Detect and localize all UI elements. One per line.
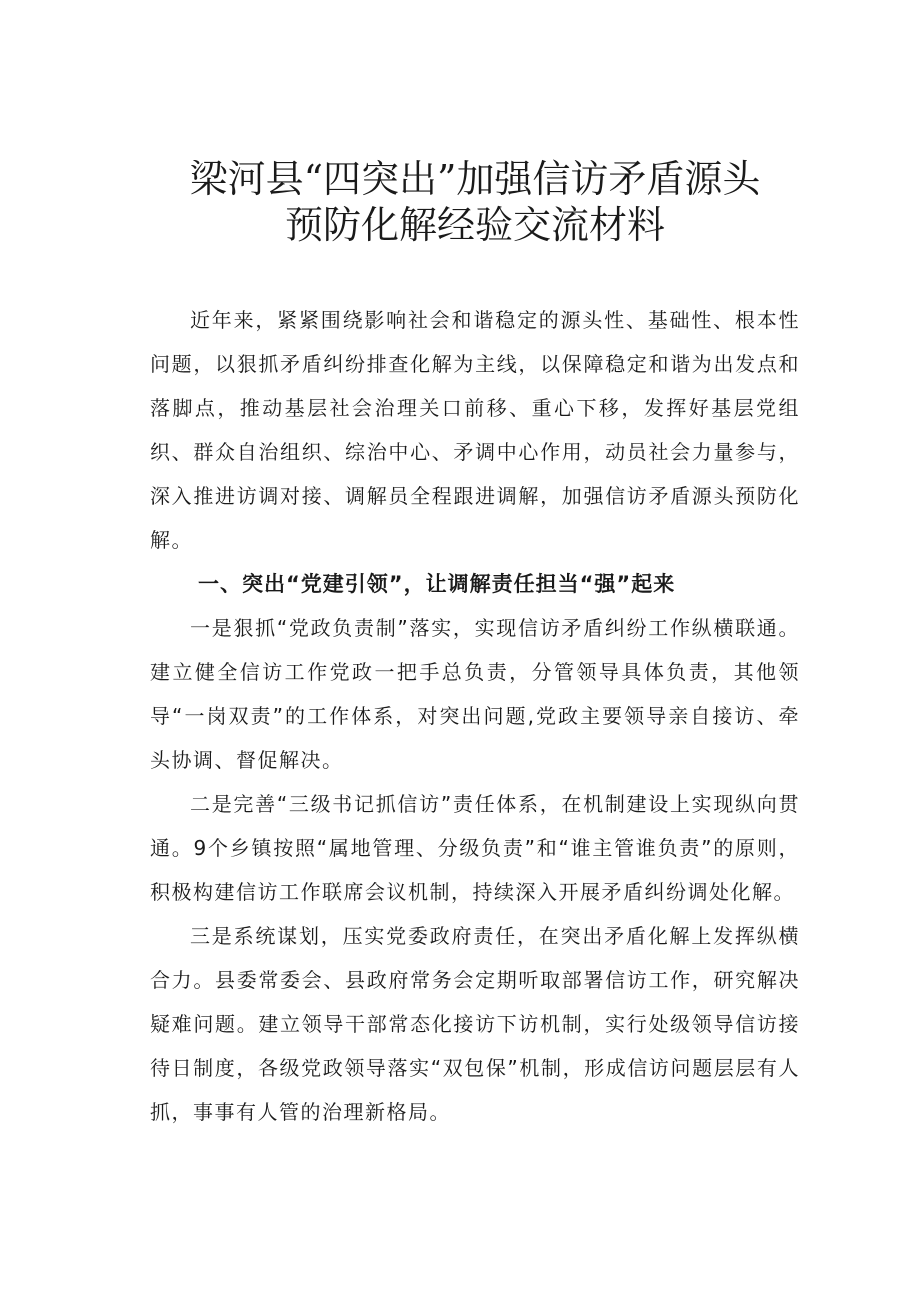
section-heading-1: 一、突出“党建引领”，让调解责任担当“强”起来: [198, 572, 676, 596]
section1-paragraph-3: 三是系统谋划，压实党委政府责任，在突出矛盾化解上发挥纵横合力。县委常委会、县政府常务会定期听取部署信访工作，研究解决疑难问题。建立领导干部常态化接访下访机制，实行处级领导信访接待日制度，各级党政领导落实“双包保”机制，形成信访问题层层有人抓，事事有人管的治理新格局。: [150, 924, 800, 1124]
section1-paragraph-2: 二是完善“三级书记抓信访”责任体系，在机制建设上实现纵向贯通。9个乡镇按照“属地管理、分级负责”和“谁主管谁负责”的原则，积极构建信访工作联席会议机制，持续深入开展矛盾纠纷调处化解。: [150, 792, 800, 904]
section1-paragraph-1: 一是狠抓“党政负责制”落实，实现信访矛盾纠纷工作纵横联通。建立健全信访工作党政一把手总负责，分管领导具体负责，其他领导“一岗双责”的工作体系，对突出问题,党政主要领导亲自接访、牵头协调、督促解决。: [150, 616, 800, 772]
document-title: [150, 156, 800, 248]
title-line-2: 预防化解经验交流材料: [284, 203, 665, 247]
title-line-1: 梁河县“四突出”加强信访矛盾源头: [189, 157, 761, 201]
document-body: [150, 298, 800, 1134]
intro-paragraph: 近年来，紧紧围绕影响社会和谐稳定的源头性、基础性、根本性问题，以狠抓矛盾纠纷排查化解为主线，以保障稳定和谐为出发点和落脚点，推动基层社会治理关口前移、重心下移，发挥好基层党组织、群众自治组织、综治中心、矛调中心作用，动员社会力量参与，深入推进访调对接、调解员全程跟进调解，加强信访矛盾源头预防化解。: [150, 308, 800, 552]
